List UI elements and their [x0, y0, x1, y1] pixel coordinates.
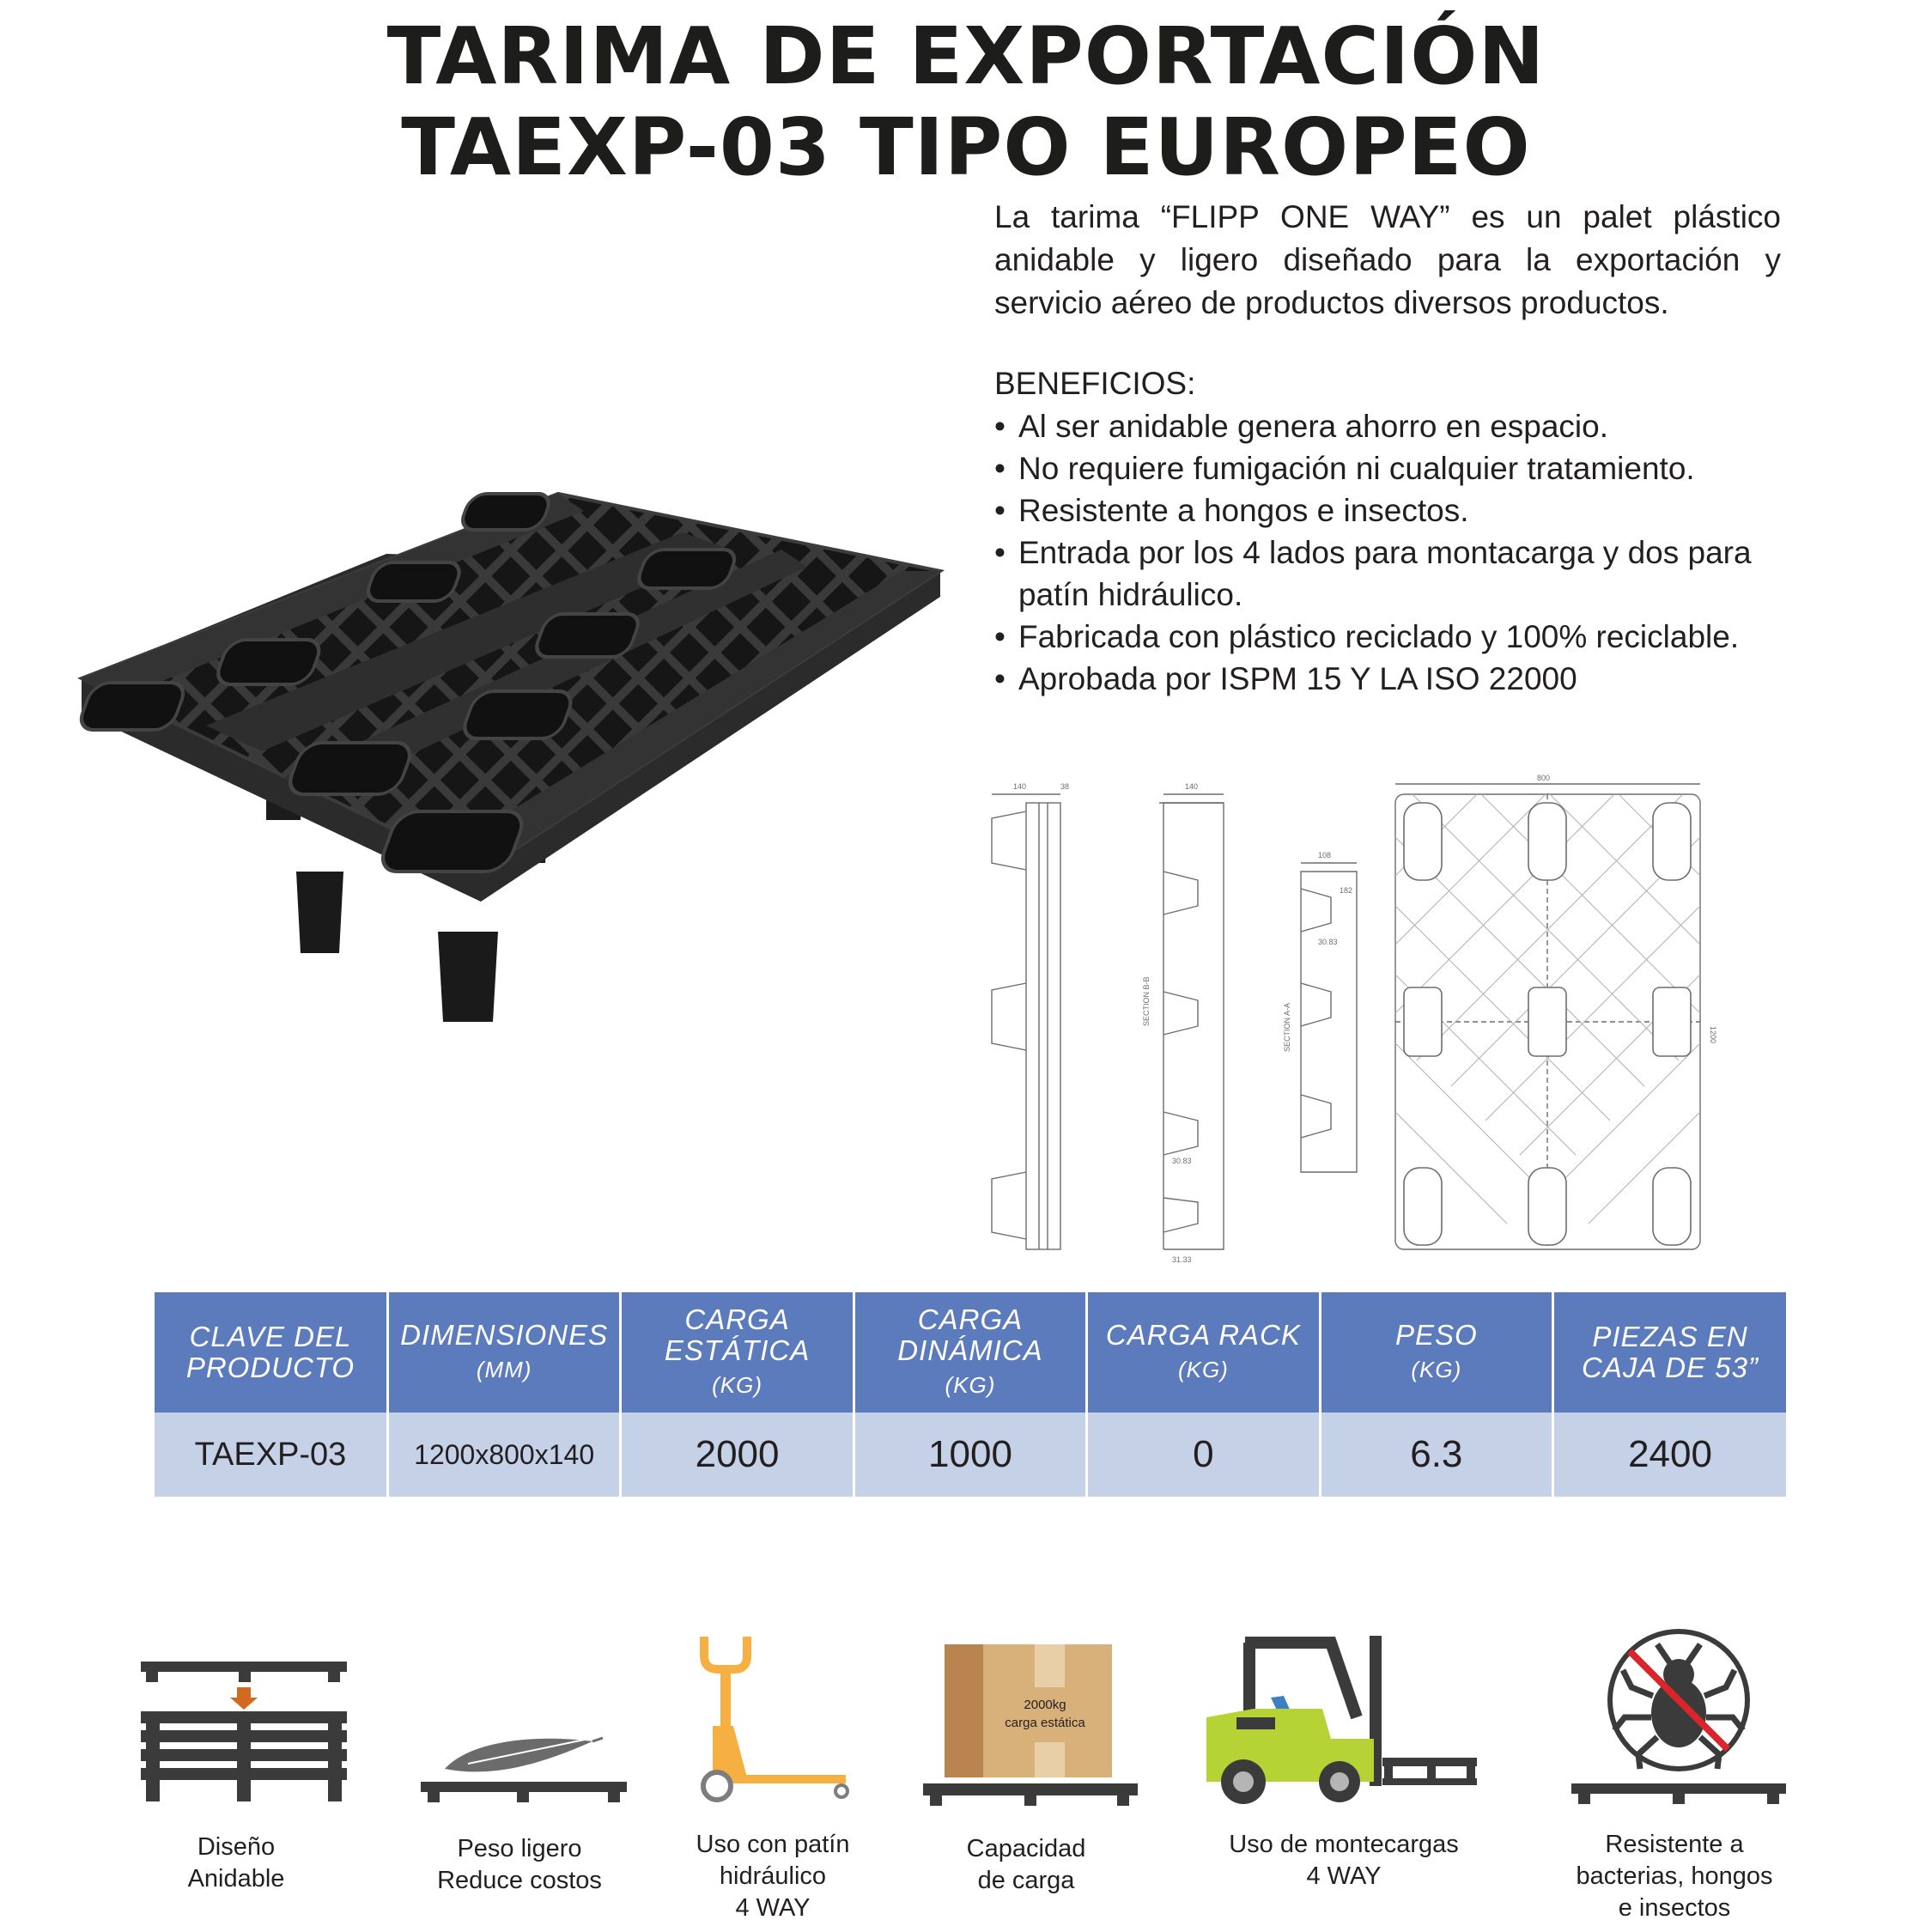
technical-drawings — [979, 769, 1812, 1267]
box-load-icon — [923, 1644, 1138, 1807]
header-piezas: PIEZAS EN CAJA DE 53” — [1553, 1292, 1786, 1413]
nesting-pallets-icon — [137, 1662, 352, 1807]
feature-load-capacity: Capacidad de carga — [966, 1835, 1086, 1894]
top-view-drawing — [1395, 774, 1717, 1249]
spec-table — [155, 1292, 1786, 1497]
cell-peso: 6.3 — [1320, 1413, 1552, 1497]
svg-text:38: 38 — [1060, 782, 1070, 791]
svg-text:30.83: 30.83 — [1318, 938, 1338, 946]
page-title-line1: TARIMA DE EXPORTACIÓN — [386, 10, 1546, 102]
header-clave: CLAVE DEL PRODUCTO — [155, 1292, 387, 1413]
box-label-weight: 2000kg — [1024, 1698, 1066, 1712]
side-view-drawing — [992, 782, 1069, 1249]
feather-icon — [421, 1717, 627, 1803]
benefit-item: • No requiere fumigación ni cualquier tratamiento. — [994, 447, 1801, 489]
cell-carga-rack: 0 — [1087, 1413, 1320, 1497]
no-bug-icon — [1571, 1627, 1786, 1812]
feature-pallet-jack: Uso con patín hidráulico 4 WAY — [696, 1831, 850, 1922]
svg-text:30.83: 30.83 — [1172, 1157, 1192, 1165]
svg-text:SECTION B-B: SECTION B-B — [1142, 976, 1151, 1026]
cell-dimensiones: 1200x800x140 — [387, 1413, 620, 1497]
forklift-icon — [1202, 1636, 1477, 1807]
header-carga-dinamica: CARGA DINÁMICA (KG) — [854, 1292, 1086, 1413]
header-carga-estatica: CARGA ESTÁTICA (KG) — [621, 1292, 854, 1413]
section-a-drawing — [1283, 851, 1357, 1172]
pallet-photo — [77, 468, 945, 1026]
feature-forklift: Uso de montecargas 4 WAY — [1229, 1831, 1459, 1890]
section-b-drawing — [1142, 782, 1224, 1264]
header-peso: PESO (KG) — [1320, 1292, 1552, 1413]
benefits-list — [994, 405, 1801, 700]
feature-nesting: Diseño Anidable — [187, 1833, 285, 1893]
benefit-item: • Fabricada con plástico reciclado y 100% reciclable. — [994, 616, 1801, 658]
spec-header-row — [155, 1292, 1786, 1413]
benefits-title: BENEFICIOS: — [994, 366, 1196, 401]
header-dimensiones: DIMENSIONES (MM) — [387, 1292, 620, 1413]
cell-carga-estatica: 2000 — [621, 1413, 854, 1497]
box-label-text: carga estática — [1005, 1716, 1085, 1730]
svg-text:SECTION A-A: SECTION A-A — [1283, 1002, 1291, 1052]
svg-text:140: 140 — [1185, 782, 1199, 791]
benefit-item: • Al ser anidable genera ahorro en espacio. — [994, 405, 1801, 447]
cell-carga-dinamica: 1000 — [854, 1413, 1086, 1497]
svg-text:140: 140 — [1013, 782, 1027, 791]
cell-clave: TAEXP-03 — [155, 1413, 387, 1497]
header-carga-rack: CARGA RACK (KG) — [1087, 1292, 1320, 1413]
benefit-item: • Entrada por los 4 lados para montacarga y dos para patín hidráulico. — [994, 532, 1801, 616]
svg-text:182: 182 — [1340, 886, 1353, 895]
svg-text:800: 800 — [1537, 774, 1551, 782]
product-description: La tarima “FLIPP ONE WAY” es un palet plástico anidable y ligero diseñado para la exportación y servicio aéreo de productos diversos productos. — [994, 199, 1781, 320]
feature-resistant: Resistente a bacterias, hongos e insectos — [1576, 1831, 1773, 1922]
table-row — [155, 1413, 1786, 1497]
svg-text:108: 108 — [1318, 851, 1332, 860]
feature-lightweight: Peso ligero Reduce costos — [437, 1835, 602, 1894]
pallet-jack-icon — [696, 1631, 859, 1812]
cell-piezas: 2400 — [1553, 1413, 1786, 1497]
page-title-line2: TAEXP-03 TIPO EUROPEO — [401, 101, 1531, 193]
benefit-item: • Aprobada por ISPM 15 Y LA ISO 22000 — [994, 658, 1801, 700]
svg-text:1200: 1200 — [1709, 1026, 1717, 1044]
svg-text:31.33: 31.33 — [1172, 1255, 1192, 1264]
benefit-item: • Resistente a hongos e insectos. — [994, 489, 1801, 532]
